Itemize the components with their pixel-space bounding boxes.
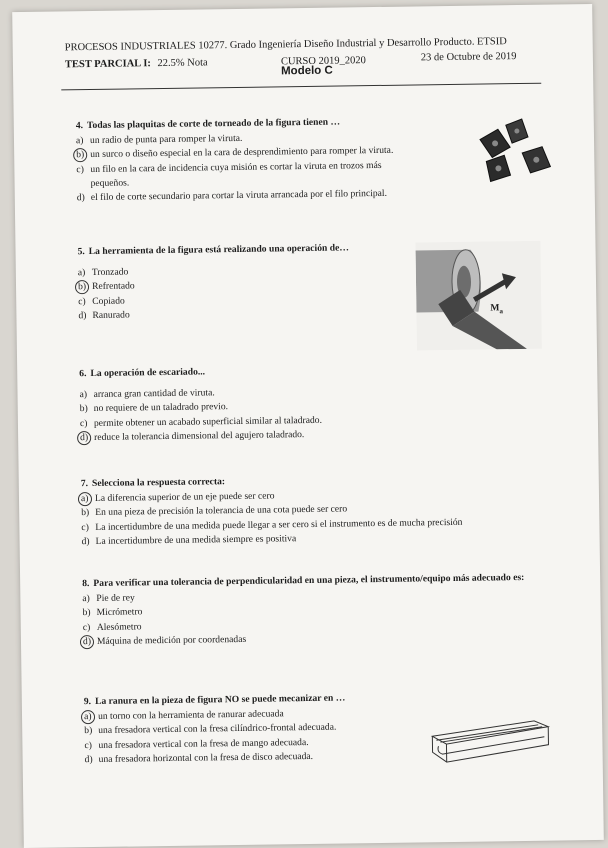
option-d[interactable]: d) Máquina de medición por coordenadas	[83, 628, 553, 649]
exam-date: 23 de Octubre de 2019	[420, 51, 517, 64]
option-d[interactable]: d) reduce la tolerancia dimensional del agujero taladrado.	[80, 425, 540, 446]
question-6	[79, 361, 540, 445]
course-year: CURSO 2019_2020	[280, 55, 366, 68]
question-9	[84, 690, 445, 767]
option-c[interactable]: c) Alesómetro	[82, 620, 142, 633]
cutting-inserts-image	[476, 117, 557, 192]
question-title: 5. La herramienta de la figura está realizando una operación de…	[77, 242, 349, 258]
option-b[interactable]: b) Micrómetro	[82, 606, 143, 619]
question-title: 6. La operación de escariado...	[79, 366, 206, 380]
option-d[interactable]: d) una fresadora horizontal con la fresa de disco adecuada.	[84, 750, 314, 765]
header-rule	[61, 83, 541, 91]
option-b[interactable]: b) una fresadora vertical con la fresa cilíndrico-frontal adecuada.	[84, 722, 337, 737]
slotted-bar-image	[424, 717, 555, 769]
question-title: 8. Para verificar una tolerancia de perpendicularidad en una pieza, el instrumento/equipo más adecuado es:	[82, 571, 525, 590]
question-title: 4. Todas las plaquitas de corte de torneado de la figura tienen …	[75, 116, 341, 132]
option-a[interactable]: a) un torno con la herramienta de ranurar adecuada	[84, 705, 444, 724]
test-label-line	[65, 56, 208, 71]
question-title: 9. La ranura en la pieza de figura NO se puede mecanizar en …	[83, 692, 346, 708]
option-c[interactable]: c) permite obtener un acabado superficial similar al taladrado.	[79, 414, 323, 429]
question-4	[76, 114, 437, 205]
option-b[interactable]: b) En una pieza de precisión la tolerancia de una cota puede ser cero	[81, 503, 348, 519]
feed-label: $M_a$	[490, 302, 504, 316]
option-a[interactable]: a) La diferencia superior de un eje puede ser cero	[81, 486, 561, 507]
nota-label: 22.5% Nota	[157, 57, 208, 70]
option-d[interactable]: d) Ranurado	[78, 309, 130, 322]
option-a[interactable]: a) arranca gran cantidad de viruta.	[79, 387, 215, 401]
course-header-line: PROCESOS INDUSTRIALES 10277. Grado Ingeniería Diseño Industrial y Desarrollo Producto. ETSID	[64, 36, 507, 54]
option-b[interactable]: b) Refrentado	[78, 276, 408, 295]
option-b[interactable]: b) un surco o diseño especial en la cara de desprendimiento para romper la viruta.	[76, 144, 436, 163]
option-c[interactable]: c) una fresadora vertical con la fresa de mango adecuada.	[84, 736, 309, 751]
option-c[interactable]: c) Copiado	[78, 295, 125, 307]
exam-sheet	[12, 4, 604, 848]
option-a[interactable]: a) un radio de punta para romper la viruta.	[75, 133, 243, 147]
facing-operation-image	[415, 241, 541, 351]
question-title: 7. Selecciona la respuesta correcta:	[80, 476, 226, 490]
option-a[interactable]: a) Pie de rey	[82, 592, 135, 605]
option-c[interactable]: c) un filo en la cara de incidencia cuya misión es cortar la viruta en trozos más pequeños.	[76, 159, 382, 189]
option-c[interactable]: c) La incertidumbre de una medida puede llegar a ser cero si el instrumento es de mucha precisión	[81, 516, 463, 533]
question-8	[82, 571, 553, 650]
option-a[interactable]: a) Tronzado	[77, 266, 129, 279]
option-d[interactable]: d) el filo de corte secundario para cortar la viruta arrancada por el filo principal.	[76, 187, 388, 204]
question-5	[77, 241, 408, 324]
option-d[interactable]: d) La incertidumbre de una medida siempre es positiva	[81, 532, 297, 547]
question-7	[81, 470, 562, 549]
exam-model: Modelo C	[280, 64, 333, 78]
test-label: TEST PARCIAL I:	[64, 58, 151, 71]
option-b[interactable]: b) no requiere de un taladrado previo.	[79, 401, 229, 415]
